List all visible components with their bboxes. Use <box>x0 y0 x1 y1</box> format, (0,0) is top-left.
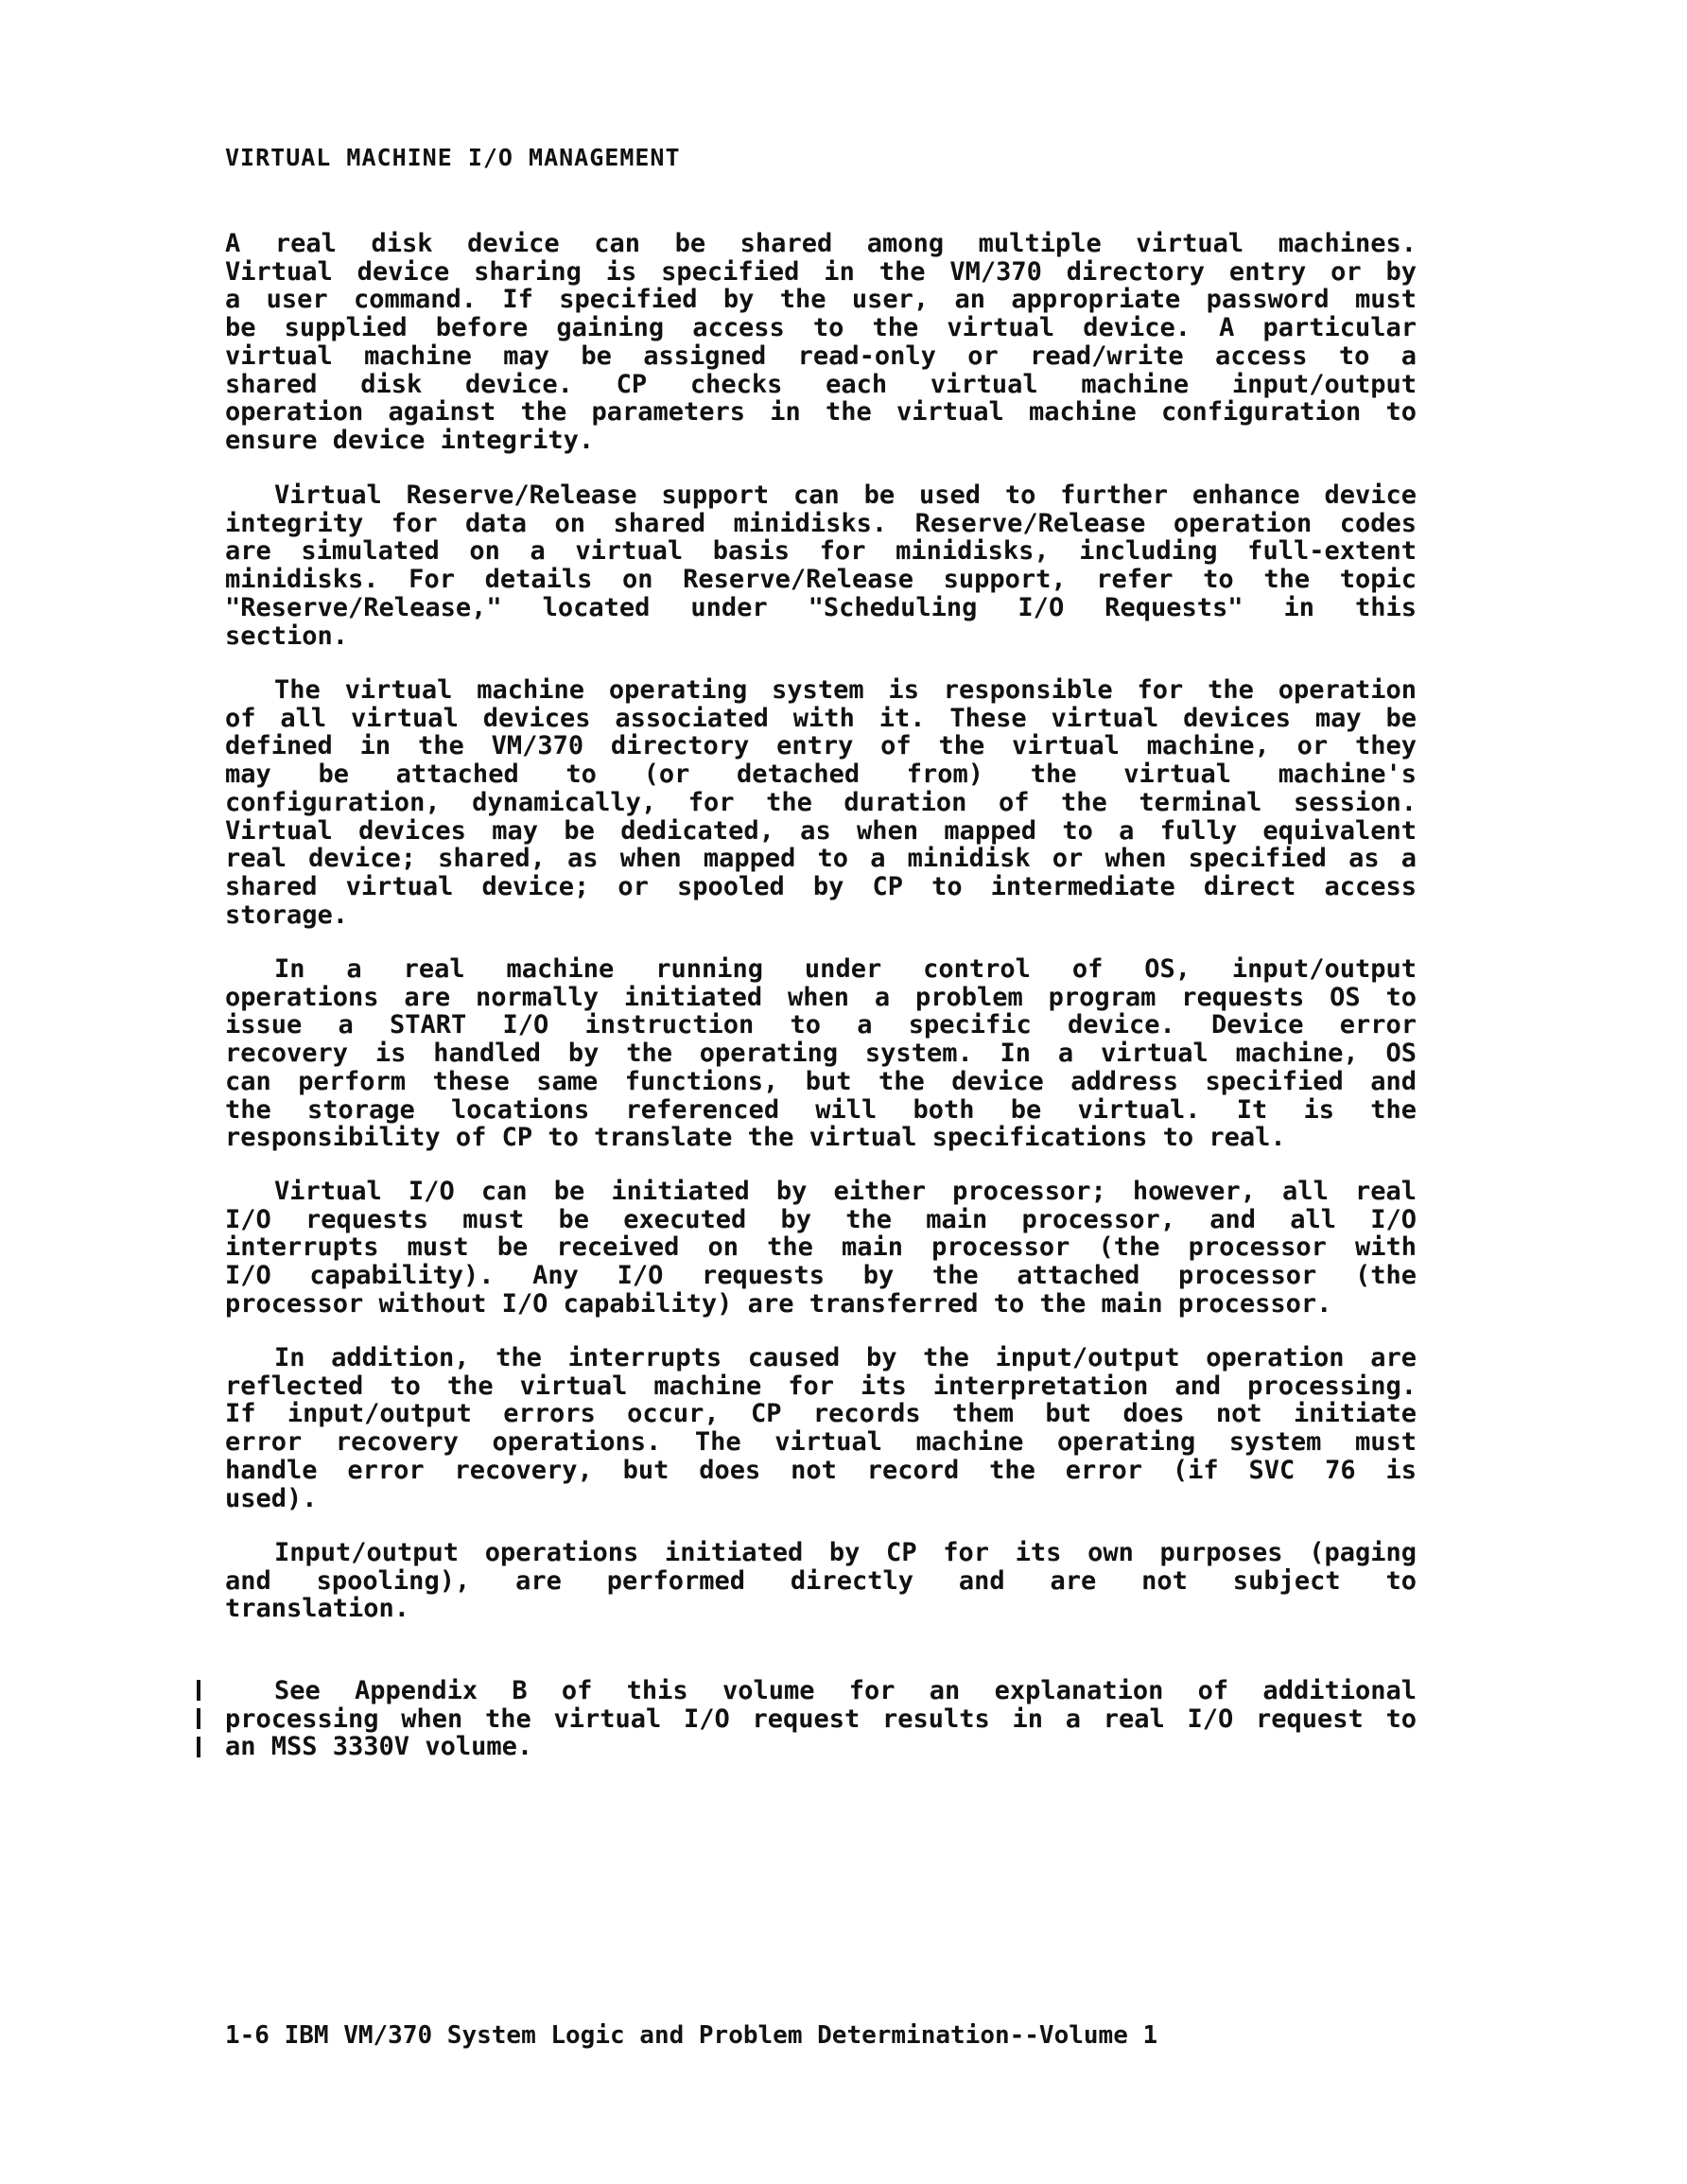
paragraph-real-machine-os <box>225 955 1417 1152</box>
text-line: Virtual Reserve/Release support can be used to further enhance device <box>274 480 1417 510</box>
text-line: integrity for data on shared minidisks. Reserve/Release operation codes <box>225 508 1417 538</box>
revision-bar <box>197 1737 200 1757</box>
paragraph-virtual-io-processor <box>225 1178 1417 1319</box>
text-line: are simulated on a virtual basis for minidisks, including full-extent <box>225 536 1417 567</box>
revision-bar <box>197 1680 200 1701</box>
text-line: of all virtual devices associated with it. These virtual devices may be <box>225 703 1417 733</box>
text-line: be supplied before gaining access to the virtual device. A particular <box>225 313 1417 343</box>
text-line: processor without I/O capability) are transferred to the main processor. <box>225 1288 1332 1319</box>
text-line: operation against the parameters in the virtual machine configuration to <box>225 397 1417 428</box>
text-line: storage. <box>225 900 349 930</box>
text-line: If input/output errors occur, CP records them but does not initiate <box>225 1399 1417 1429</box>
paragraph-virtual-devices <box>225 676 1417 929</box>
text-line: I/O requests must be executed by the main processor, and all I/O <box>225 1204 1417 1234</box>
text-line: recovery is handled by the operating system. In a virtual machine, OS <box>225 1039 1417 1069</box>
paragraph-interrupts <box>225 1344 1417 1512</box>
text-line: used). <box>225 1483 318 1513</box>
text-line: translation. <box>225 1594 410 1624</box>
text-line: See Appendix B of this volume for an explanation of additional <box>274 1676 1417 1705</box>
text-line: processing when the virtual I/O request results in a real I/O request to <box>225 1704 1417 1734</box>
text-line: shared virtual device; or spooled by CP to intermediate direct access <box>225 871 1417 901</box>
text-line: Virtual device sharing is specified in the VM/370 directory entry or by <box>225 256 1417 287</box>
text-line: Input/output operations initiated by CP for its own purposes (paging <box>274 1538 1417 1567</box>
text-line: configuration, dynamically, for the duration of the terminal session. <box>225 787 1417 817</box>
text-line: and spooling), are performed directly and are not subject to <box>225 1565 1417 1596</box>
text-line: responsibility of CP to translate the virtual specifications to real. <box>225 1123 1286 1153</box>
paragraph-reserve-release <box>225 481 1417 650</box>
text-line: Virtual devices may be dedicated, as when mapped to a fully equivalent <box>225 815 1417 846</box>
text-line: reflected to the virtual machine for its interpretation and processing. <box>225 1371 1417 1401</box>
text-line: handle error recovery, but does not record the error (if SVC 76 is <box>225 1455 1417 1485</box>
text-line: The virtual machine operating system is responsible for the operation <box>274 675 1417 705</box>
text-line: In a real machine running under control of OS, input/output <box>274 954 1417 984</box>
text-line: A real disk device can be shared among multiple virtual machines. <box>225 229 1417 258</box>
text-line: a user command. If specified by the user, an appropriate password must <box>225 285 1417 315</box>
text-line: Virtual I/O can be initiated by either processor; however, all real <box>274 1177 1417 1206</box>
text-line: ensure device integrity. <box>225 425 595 455</box>
text-line: virtual machine may be assigned read-only or read/write access to a <box>225 341 1417 371</box>
text-line: minidisks. For details on Reserve/Release support, refer to the topic <box>225 565 1417 595</box>
text-line: error recovery operations. The virtual machine operating system must <box>225 1427 1417 1458</box>
revision-bar <box>197 1708 200 1729</box>
text-line: In addition, the interrupts caused by the input/output operation are <box>274 1343 1417 1372</box>
text-line: the storage locations referenced will both be virtual. It is the <box>225 1094 1417 1125</box>
paragraph-cp-operations <box>225 1539 1417 1623</box>
text-line: interrupts must be received on the main processor (the processor with <box>225 1232 1417 1263</box>
paragraph-appendix-reference <box>225 1677 1417 1761</box>
text-line: "Reserve/Release," located under "Scheduling I/O Requests" in this <box>225 592 1417 622</box>
text-line: section. <box>225 620 349 651</box>
page-footer: 1-6 IBM VM/370 System Logic and Problem Determination--Volume 1 <box>225 2021 1158 2050</box>
text-line: can perform these same functions, but the device address specified and <box>225 1066 1417 1096</box>
section-title: VIRTUAL MACHINE I/O MANAGEMENT <box>225 144 681 171</box>
text-line: operations are normally initiated when a problem program requests OS to <box>225 982 1417 1012</box>
text-line: issue a START I/O instruction to a specific device. Device error <box>225 1010 1417 1040</box>
text-line: I/O capability). Any I/O requests by the attached processor (the <box>225 1261 1417 1291</box>
text-line: real device; shared, as when mapped to a minidisk or when specified as a <box>225 844 1417 874</box>
text-line: shared disk device. CP checks each virtual machine input/output <box>225 369 1417 399</box>
text-line: an MSS 3330V volume. <box>225 1732 533 1762</box>
text-line: defined in the VM/370 directory entry of the virtual machine, or they <box>225 731 1417 761</box>
paragraph-device-sharing <box>225 230 1417 455</box>
text-line: may be attached to (or detached from) the virtual machine's <box>225 760 1417 790</box>
